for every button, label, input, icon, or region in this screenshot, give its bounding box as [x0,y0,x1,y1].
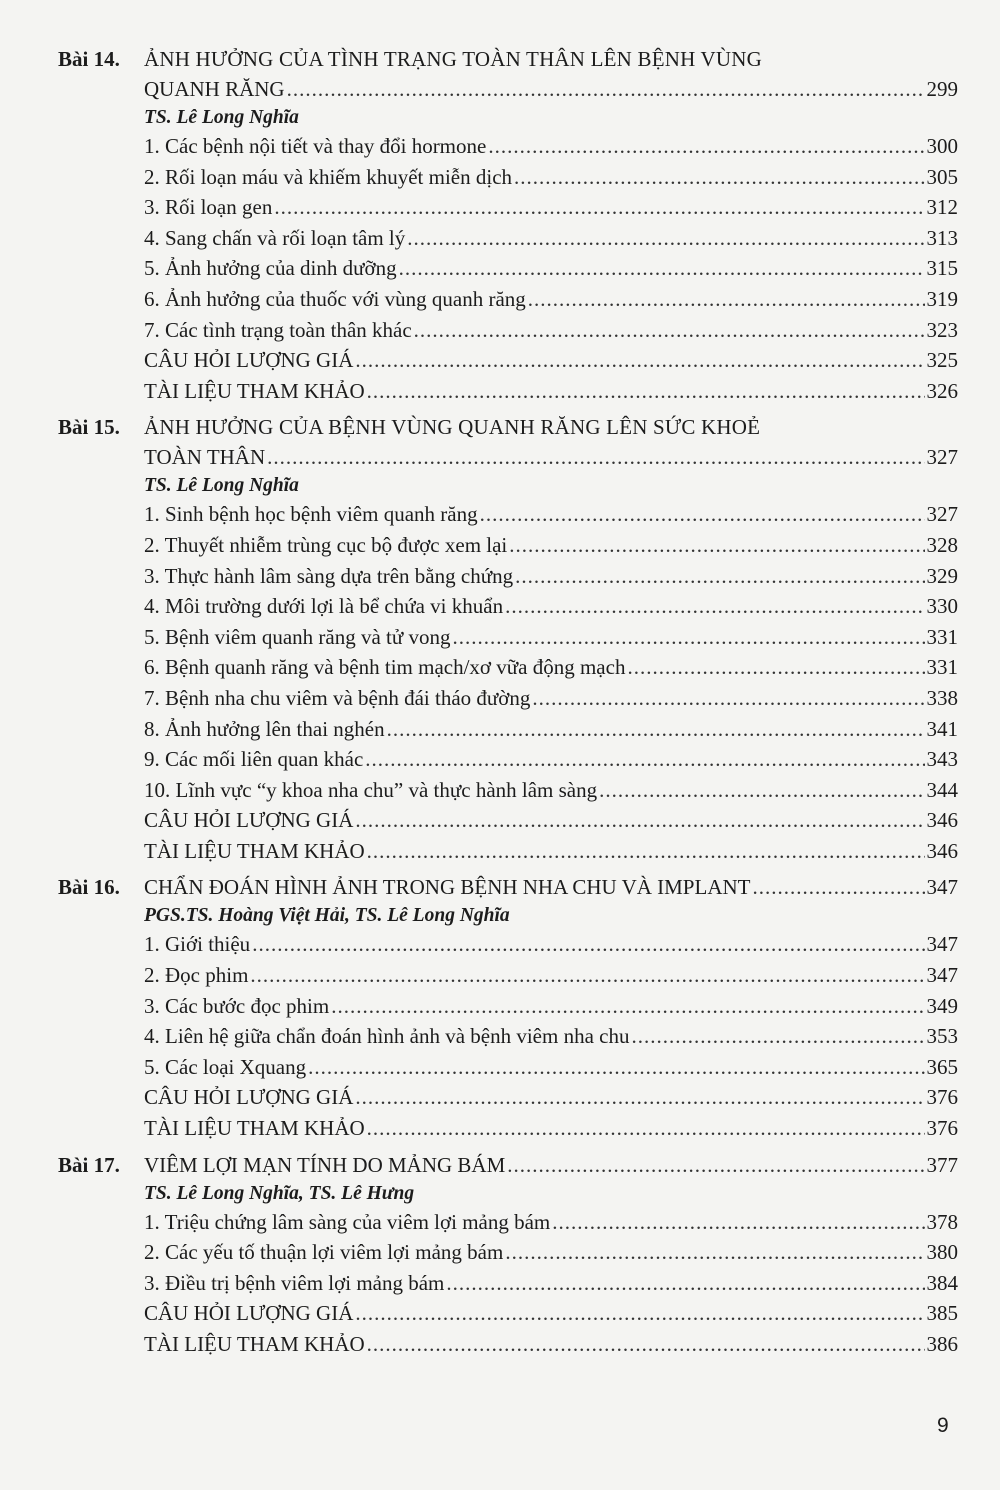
lesson-author: PGS.TS. Hoàng Việt Hải, TS. Lê Long Nghĩa [144,905,510,927]
toc-entry[interactable] [144,1207,958,1238]
toc-entry-label: 2. Thuyết nhiễm trùng cục bộ được xem lại [144,532,508,557]
dot-leader [365,744,924,775]
toc-entry-label: 1. Các bệnh nội tiết và thay đổi hormone [144,134,487,158]
page-ref: 325 [926,348,958,373]
toc-entry[interactable] [144,714,958,745]
dot-leader [267,442,924,472]
toc-entry-label: 6. Ảnh hưởng của thuốc với vùng quanh răng [144,286,526,311]
dot-leader [453,622,925,653]
toc-entry[interactable] [144,1082,958,1113]
page-ref: 305 [926,164,958,189]
page-ref: 327 [926,445,958,470]
toc-entry[interactable] [144,622,958,653]
lesson-number: Bài 15. [58,415,120,440]
page-ref: 346 [926,808,958,833]
lesson-title: QUANH RĂNG [144,77,285,101]
dot-leader [399,253,925,284]
toc-entry[interactable] [144,345,958,376]
lesson-number: Bài 17. [58,1152,120,1177]
dot-leader [505,591,924,622]
page-ref: 323 [926,317,958,342]
dot-leader [355,805,924,836]
toc-entry[interactable] [144,284,958,315]
dot-leader [308,1052,924,1083]
dot-leader [355,1082,924,1113]
dot-leader [367,836,925,867]
toc-entry[interactable] [144,652,958,683]
page-ref: 328 [926,532,958,557]
toc-entry[interactable] [144,1052,958,1083]
dot-leader [631,1021,924,1052]
dot-leader [599,775,924,806]
lesson-title: TOÀN THÂN [144,445,266,470]
toc-entry-label: 2. Các yếu tố thuận lợi viêm lợi mảng bám [144,1240,504,1265]
toc-entry[interactable] [144,805,958,836]
toc-entry-label: 5. Các loại Xquang [144,1054,307,1079]
dot-leader [528,284,925,315]
dot-leader [507,1150,924,1180]
dot-leader [355,345,924,376]
page-ref: 329 [926,563,958,588]
lesson-title-row[interactable] [144,74,958,104]
toc-entry[interactable] [144,836,958,867]
toc-entry[interactable] [144,1329,958,1360]
toc-entry-label: TÀI LIỆU THAM KHẢO [144,838,365,863]
lesson-title: ẢNH HƯỞNG CỦA BỆNH VÙNG QUANH RĂNG LÊN SỨC KHOẺ [144,415,761,440]
dot-leader [274,192,924,223]
toc-entry-label: CÂU HỎI LƯỢNG GIÁ [144,808,354,833]
page-ref: 376 [926,1116,958,1141]
dot-leader [515,561,924,592]
toc-entry[interactable] [144,192,958,223]
toc-entry[interactable] [144,1268,958,1299]
toc-entry[interactable] [144,591,958,622]
toc-entry-label: 2. Đọc phim [144,963,249,988]
toc-entry-label: TÀI LIỆU THAM KHẢO [144,1116,365,1141]
dot-leader [752,872,924,902]
dot-leader [488,131,924,162]
page-ref: 365 [926,1054,958,1079]
toc-entry[interactable] [144,960,958,991]
toc-entry-label: 1. Sinh bệnh học bệnh viêm quanh răng [144,502,478,527]
toc-entry[interactable] [144,1021,958,1052]
dot-leader [446,1268,924,1299]
toc-entry-label: 3. Điều trị bệnh viêm lợi mảng bám [144,1270,445,1295]
dot-leader [407,223,924,254]
lesson-number: Bài 16. [58,875,120,900]
toc-entry[interactable] [144,929,958,960]
page-ref: 330 [926,594,958,619]
toc-entry[interactable] [144,131,958,162]
toc-entry-label: 3. Rối loạn gen [144,195,273,220]
toc-entry-label: 4. Liên hệ giữa chẩn đoán hình ảnh và bệnh viêm nha chu [144,1024,630,1049]
page-ref: 300 [926,134,958,158]
toc-entry-label: 7. Các tình trạng toàn thân khác [144,317,412,342]
toc-entry[interactable] [144,991,958,1022]
lesson-title-row[interactable] [144,1150,958,1180]
dot-leader [414,315,925,346]
toc-entry[interactable] [144,530,958,561]
toc-entry-label: 3. Thực hành lâm sàng dựa trên bằng chứng [144,563,514,588]
toc-entry[interactable] [144,744,958,775]
lesson-author: TS. Lê Long Nghĩa [144,475,299,497]
toc-entry-label: 5. Bệnh viêm quanh răng và tử vong [144,624,451,649]
dot-leader [367,1329,925,1360]
dot-leader [532,683,924,714]
page-ref: 384 [926,1270,958,1295]
page-ref: 319 [926,286,958,311]
toc-entry-label: 3. Các bước đọc phim [144,993,330,1018]
dot-leader [252,929,924,960]
dot-leader [387,714,925,745]
toc-entry[interactable] [144,162,958,193]
page-ref: 378 [926,1209,958,1234]
lesson-block [58,872,958,1143]
page-ref: 343 [926,747,958,772]
lesson-block [58,412,958,866]
page-ref: 341 [926,716,958,741]
page-ref: 331 [926,655,958,680]
lesson-title-row[interactable] [144,872,958,902]
dot-leader [480,499,925,530]
page-ref: 347 [926,963,958,988]
toc-entry[interactable] [144,499,958,530]
toc-entry-label: 6. Bệnh quanh răng và bệnh tim mạch/xơ vữa động mạch [144,655,626,680]
lesson-title: VIÊM LỢI MẠN TÍNH DO MẢNG BÁM [144,1152,506,1177]
page-ref: 385 [926,1301,958,1326]
lesson-number: Bài 14. [58,47,120,71]
toc-entry-label: 4. Sang chấn và rối loạn tâm lý [144,225,406,250]
page-ref: 313 [926,225,958,250]
page-ref: 349 [926,993,958,1018]
lesson-title: CHẨN ĐOÁN HÌNH ẢNH TRONG BỆNH NHA CHU VÀ IMPLANT [144,875,751,900]
toc-entry[interactable] [144,1237,958,1268]
dot-leader [514,162,924,193]
page-number: 9 [937,1414,949,1437]
toc-entry[interactable] [144,1113,958,1144]
page-ref: 338 [926,685,958,710]
dot-leader [505,1237,924,1268]
dot-leader [509,530,924,561]
toc-entry-label: 9. Các mối liên quan khác [144,747,364,772]
dot-leader [355,1298,924,1329]
page-ref: 331 [926,624,958,649]
toc-entry-label: 5. Ảnh hưởng của dinh dưỡng [144,256,397,281]
dot-leader [287,74,925,104]
lesson-author: TS. Lê Long Nghĩa, TS. Lê Hưng [144,1182,415,1204]
toc-entry[interactable] [144,223,958,254]
toc-entry-label: 7. Bệnh nha chu viêm và bệnh đái tháo đường [144,685,531,710]
toc-entry-label: CÂU HỎI LƯỢNG GIÁ [144,348,354,373]
page-ref: 347 [926,875,958,900]
page-ref: 299 [926,77,958,101]
lesson-title-row[interactable] [144,442,958,472]
dot-leader [552,1207,924,1238]
page-ref: 346 [926,838,958,863]
toc-entry-label: 2. Rối loạn máu và khiếm khuyết miễn dịch [144,164,513,189]
toc-entry[interactable] [144,376,958,407]
table-of-contents [58,44,958,1366]
toc-entry-label: CÂU HỎI LƯỢNG GIÁ [144,1085,354,1110]
toc-entry-label: 8. Ảnh hưởng lên thai nghén [144,716,385,741]
page-ref: 376 [926,1085,958,1110]
page-ref: 326 [926,378,958,403]
dot-leader [250,960,924,991]
toc-entry-label: TÀI LIỆU THAM KHẢO [144,378,365,403]
page-ref: 347 [926,932,958,957]
toc-entry[interactable] [144,683,958,714]
toc-entry[interactable] [144,1298,958,1329]
page-ref: 315 [926,256,958,281]
toc-entry-label: 1. Giới thiệu [144,932,251,957]
dot-leader [331,991,924,1022]
page-ref: 344 [926,777,958,802]
toc-entry[interactable] [144,775,958,806]
toc-entry[interactable] [144,561,958,592]
dot-leader [627,652,924,683]
lesson-author: TS. Lê Long Nghĩa [144,107,299,128]
page-ref: 386 [926,1332,958,1356]
page-ref: 353 [926,1024,958,1049]
page-ref: 327 [926,502,958,527]
toc-entry-label: 10. Lĩnh vực “y khoa nha chu” và thực hành lâm sàng [144,777,598,802]
lesson-block [58,1150,958,1360]
lesson-title: ẢNH HƯỞNG CỦA TÌNH TRẠNG TOÀN THÂN LÊN BỆNH VÙNG [144,47,762,71]
toc-entry[interactable] [144,253,958,284]
dot-leader [367,1113,925,1144]
toc-entry-label: CÂU HỎI LƯỢNG GIÁ [144,1301,354,1326]
page-ref: 377 [926,1152,958,1177]
toc-entry-label: TÀI LIỆU THAM KHẢO [144,1332,365,1356]
toc-entry-label: 1. Triệu chứng lâm sàng của viêm lợi mảng bám [144,1209,551,1234]
lesson-block [58,44,958,406]
toc-entry-label: 4. Môi trường dưới lợi là bể chứa vi khuẩn [144,594,504,619]
page-ref: 312 [926,195,958,220]
page-ref: 380 [926,1240,958,1265]
dot-leader [367,376,925,407]
toc-entry[interactable] [144,315,958,346]
